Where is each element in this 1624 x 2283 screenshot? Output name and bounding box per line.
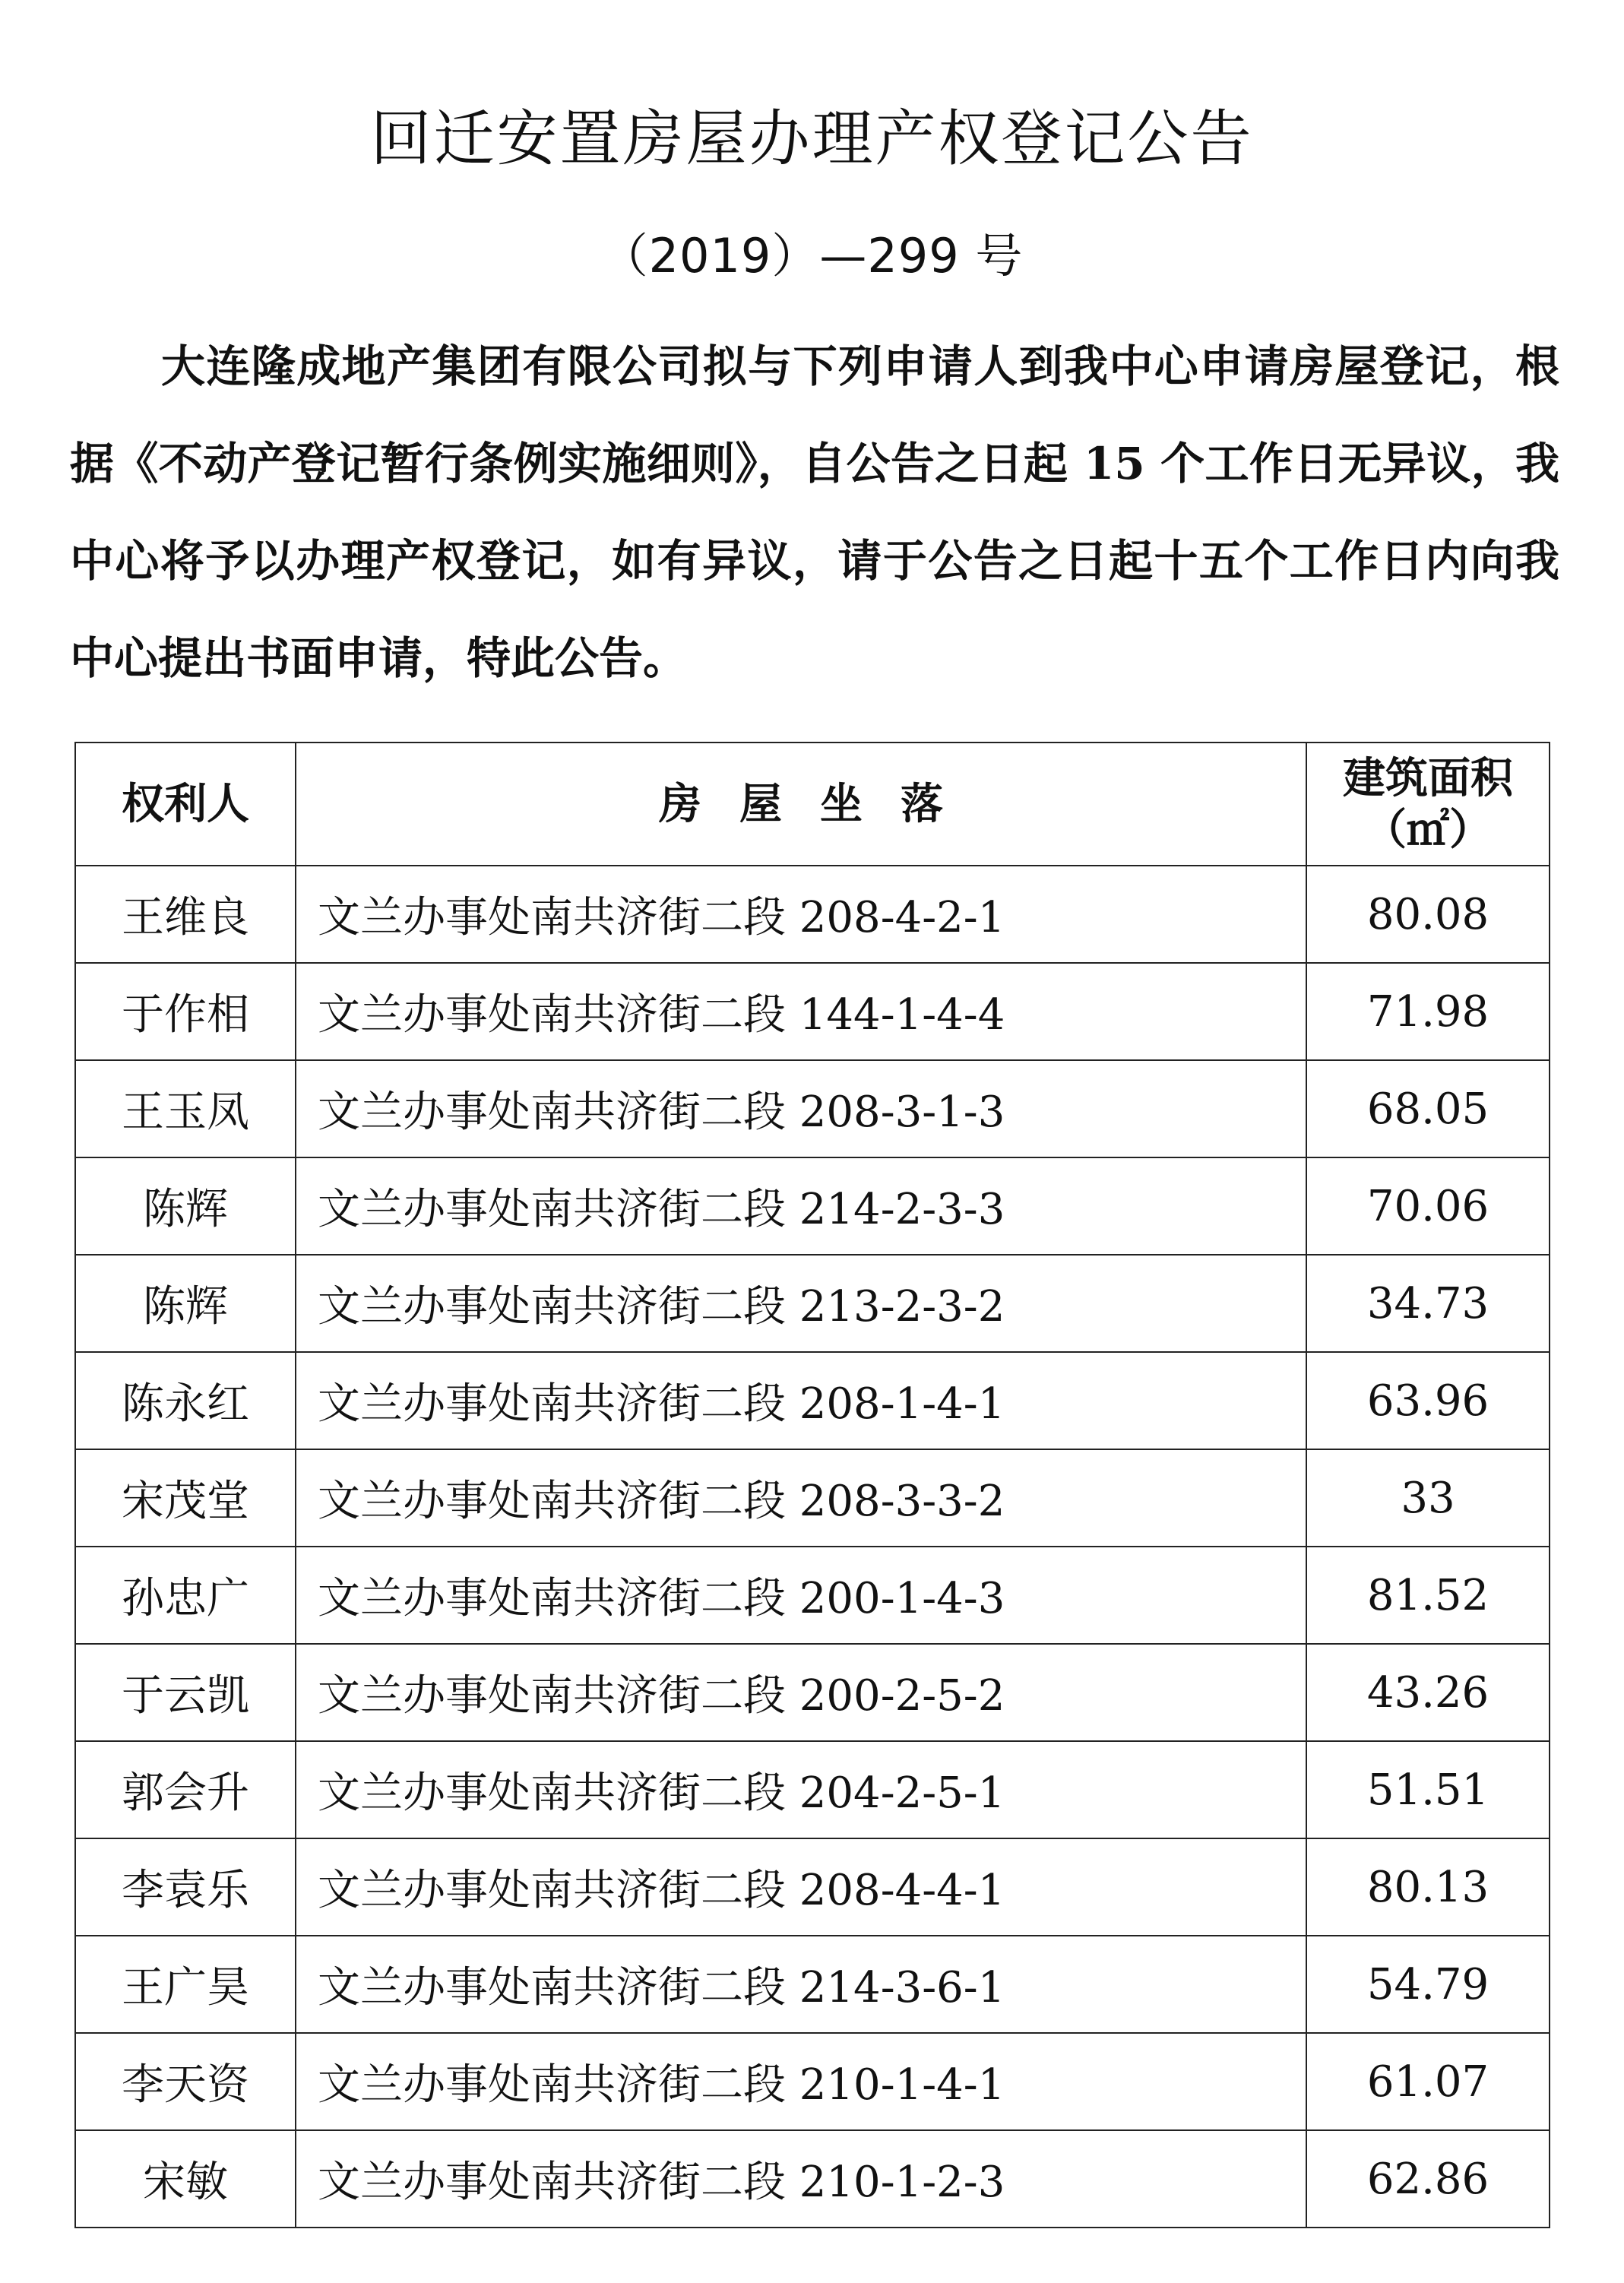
owner-cell: 王玉凤 <box>75 1060 296 1157</box>
owner-cell: 李袁乐 <box>75 1838 296 1936</box>
table-header-row <box>75 743 1550 866</box>
owner-cell: 王广昊 <box>75 1936 296 2033</box>
location-cell: 文兰办事处南共济街二段 214-2-3-3 <box>296 1157 1306 1255</box>
location-cell: 文兰办事处南共济街二段 214-3-6-1 <box>296 1936 1306 2033</box>
notice-number: （2019）—299 号 <box>600 228 1024 283</box>
location-cell: 文兰办事处南共济街二段 208-3-1-3 <box>296 1060 1306 1157</box>
area-cell: 33 <box>1306 1449 1550 1547</box>
table-row <box>75 1255 1550 1352</box>
location-cell: 文兰办事处南共济街二段 210-1-4-1 <box>296 2033 1306 2130</box>
table-row <box>75 1157 1550 1255</box>
area-cell: 71.98 <box>1306 963 1550 1060</box>
table-row <box>75 2033 1550 2130</box>
table-row <box>75 1741 1550 1838</box>
notice-title: 回迁安置房屋办理产权登记公告 <box>370 103 1254 174</box>
location-cell: 文兰办事处南共济街二段 213-2-3-2 <box>296 1255 1306 1352</box>
table-row <box>75 1060 1550 1157</box>
owner-cell: 于作相 <box>75 963 296 1060</box>
owner-cell: 王维良 <box>75 866 296 963</box>
table-row <box>75 1449 1550 1547</box>
location-cell: 文兰办事处南共济街二段 208-4-2-1 <box>296 866 1306 963</box>
area-cell: 80.13 <box>1306 1838 1550 1936</box>
table-row <box>75 1352 1550 1449</box>
area-cell: 61.07 <box>1306 2033 1550 2130</box>
location-cell: 文兰办事处南共济街二段 208-3-3-2 <box>296 1449 1306 1547</box>
location-cell: 文兰办事处南共济街二段 144-1-4-4 <box>296 963 1306 1060</box>
location-cell: 文兰办事处南共济街二段 208-1-4-1 <box>296 1352 1306 1449</box>
header-area-line1: 建筑面积 <box>1343 753 1513 803</box>
owner-cell: 于云凯 <box>75 1644 296 1741</box>
owner-cell: 孙忠广 <box>75 1547 296 1644</box>
location-cell: 文兰办事处南共济街二段 200-2-5-2 <box>296 1644 1306 1741</box>
area-cell: 34.73 <box>1306 1255 1550 1352</box>
area-cell: 70.06 <box>1306 1157 1550 1255</box>
location-cell: 文兰办事处南共济街二段 200-1-4-3 <box>296 1547 1306 1644</box>
registration-table <box>74 742 1550 2228</box>
owner-cell: 陈永红 <box>75 1352 296 1449</box>
area-cell: 54.79 <box>1306 1936 1550 2033</box>
area-cell: 43.26 <box>1306 1644 1550 1741</box>
area-cell: 51.51 <box>1306 1741 1550 1838</box>
owner-cell: 宋敏 <box>75 2130 296 2228</box>
header-area <box>1306 743 1550 866</box>
area-cell: 63.96 <box>1306 1352 1550 1449</box>
table-row <box>75 1838 1550 1936</box>
location-cell: 文兰办事处南共济街二段 208-4-4-1 <box>296 1838 1306 1936</box>
table-row <box>75 2130 1550 2228</box>
table-row <box>75 1936 1550 2033</box>
owner-cell: 宋茂堂 <box>75 1449 296 1547</box>
owner-cell: 陈辉 <box>75 1255 296 1352</box>
header-owner: 权利人 <box>75 743 296 866</box>
notice-body: 大连隆成地产集团有限公司拟与下列申请人到我中心申请房屋登记，根据《不动产登记暂行条例实施细则》，自公告之日起 15 个工作日无异议，我中心将予以办理产权登记，如有异议，请于公告之日起十五个工作日内向我中心提出书面申请，特此公告。 <box>70 340 1559 684</box>
area-cell: 80.08 <box>1306 866 1550 963</box>
area-cell: 81.52 <box>1306 1547 1550 1644</box>
table-row <box>75 866 1550 963</box>
location-cell: 文兰办事处南共济街二段 210-1-2-3 <box>296 2130 1306 2228</box>
owner-cell: 郭会升 <box>75 1741 296 1838</box>
owner-cell: 李天资 <box>75 2033 296 2130</box>
table-row <box>75 963 1550 1060</box>
table-row <box>75 1644 1550 1741</box>
area-cell: 62.86 <box>1306 2130 1550 2228</box>
header-area-line2: （㎡） <box>1364 805 1492 855</box>
registration-table-wrapper <box>74 742 1549 2228</box>
owner-cell: 陈辉 <box>75 1157 296 1255</box>
location-cell: 文兰办事处南共济街二段 204-2-5-1 <box>296 1741 1306 1838</box>
table-row <box>75 1547 1550 1644</box>
header-location: 房屋坐落 <box>296 743 1306 866</box>
area-cell: 68.05 <box>1306 1060 1550 1157</box>
